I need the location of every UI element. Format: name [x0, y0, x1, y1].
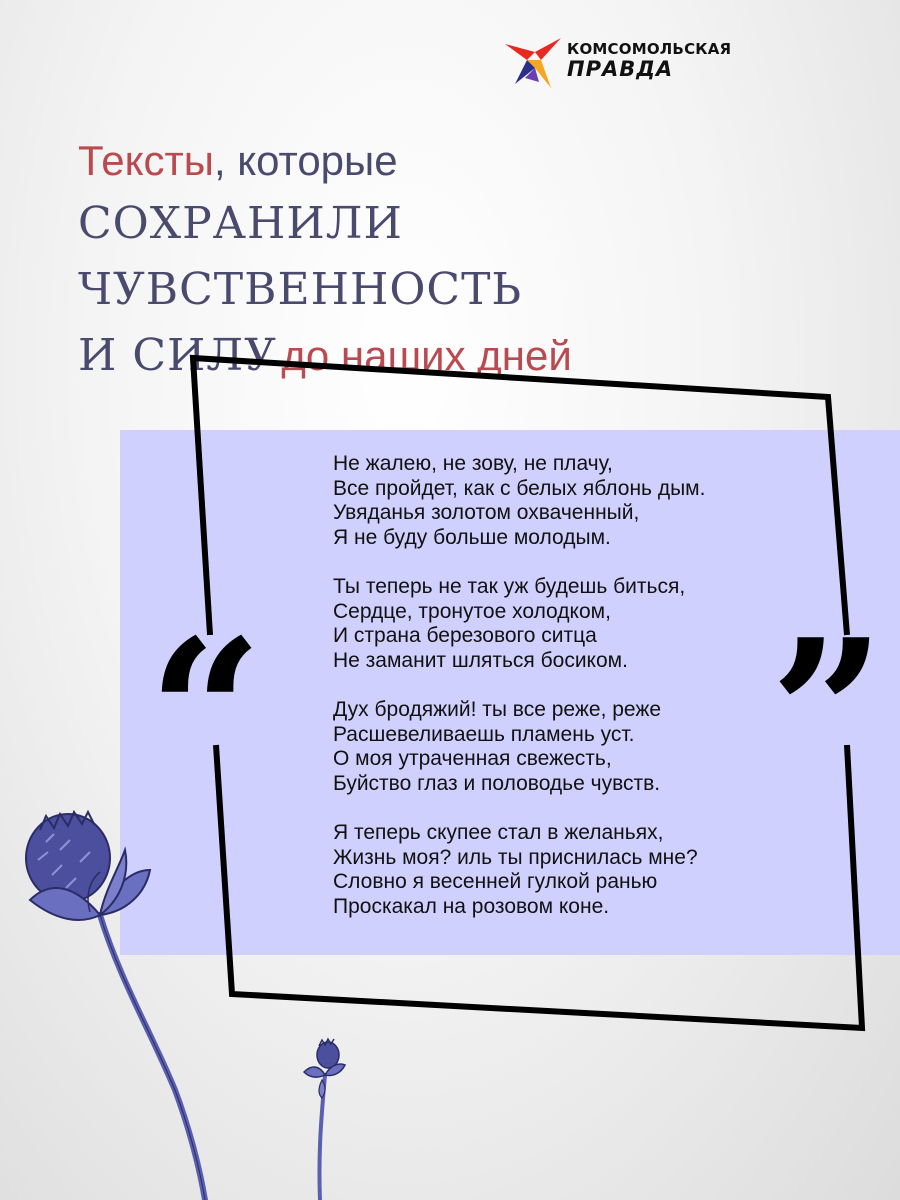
poem-line: Я теперь скупее стал в желаньях, [333, 820, 664, 844]
headline-serif-2: СОХРАНИЛИ [78, 198, 403, 249]
poem-stanza-2 [333, 575, 803, 673]
poem-line: Буйство глаз и половодье чувств. [333, 771, 661, 795]
poem-line: Увяданья золотом охваченный, [333, 501, 640, 525]
kp-bird-logo-icon [505, 38, 561, 88]
poem-line: Дух бродяжий! ты все реже, реже [333, 697, 662, 721]
poem-stanza-4 [333, 821, 803, 919]
logo-line-1: КОМСОМОЛЬСКАЯ [567, 40, 732, 58]
poem-line: Сердце, тронутое холодком, [333, 599, 611, 623]
headline-serif-3: ЧУВСТВЕННОСТЬ [78, 264, 523, 315]
poem-stanza-1 [333, 452, 803, 550]
headline-row-3 [78, 262, 778, 328]
poem-line: Я не буду больше молодым. [333, 525, 611, 549]
headline-text-1: , которые [213, 137, 398, 184]
open-quote-mark: “ [148, 596, 264, 831]
poem-stanza-3 [333, 698, 803, 796]
poem-line: Расшевеливаешь пламень уст. [333, 722, 635, 746]
poem-line: Проскакал на розовом коне. [333, 894, 610, 918]
poem-line: Все пройдет, как с белых яблонь дым. [333, 476, 706, 500]
clover-flower-small-icon [304, 1039, 345, 1098]
poem-line: О моя утраченная свежесть, [333, 747, 612, 771]
headline-serif-4: И СИЛУ [78, 330, 277, 381]
poem-line: Не заманит шляться босиком. [333, 648, 628, 672]
poem-line: И страна березового ситца [333, 624, 597, 648]
headline-row-2 [78, 196, 778, 262]
poem [333, 452, 803, 944]
poem-line: Словно я весенней гулкой ранью [333, 870, 658, 894]
headline-row-1 [78, 136, 778, 196]
kp-logo[interactable] [505, 38, 735, 88]
poem-line: Не жалею, не зову, не плачу, [333, 452, 613, 475]
headline [78, 136, 778, 394]
poem-line: Ты теперь не так уж будешь биться, [333, 574, 686, 598]
headline-accent-1: Тексты [78, 137, 214, 184]
close-quote-mark: ” [770, 596, 886, 831]
logo-line-2: ПРАВДА [567, 57, 674, 81]
poem-line: Жизнь моя? иль ты приснилась мне? [333, 845, 698, 869]
headline-accent-4: до наших дней [281, 332, 572, 379]
logo-text [567, 42, 731, 80]
headline-row-4 [78, 328, 778, 394]
